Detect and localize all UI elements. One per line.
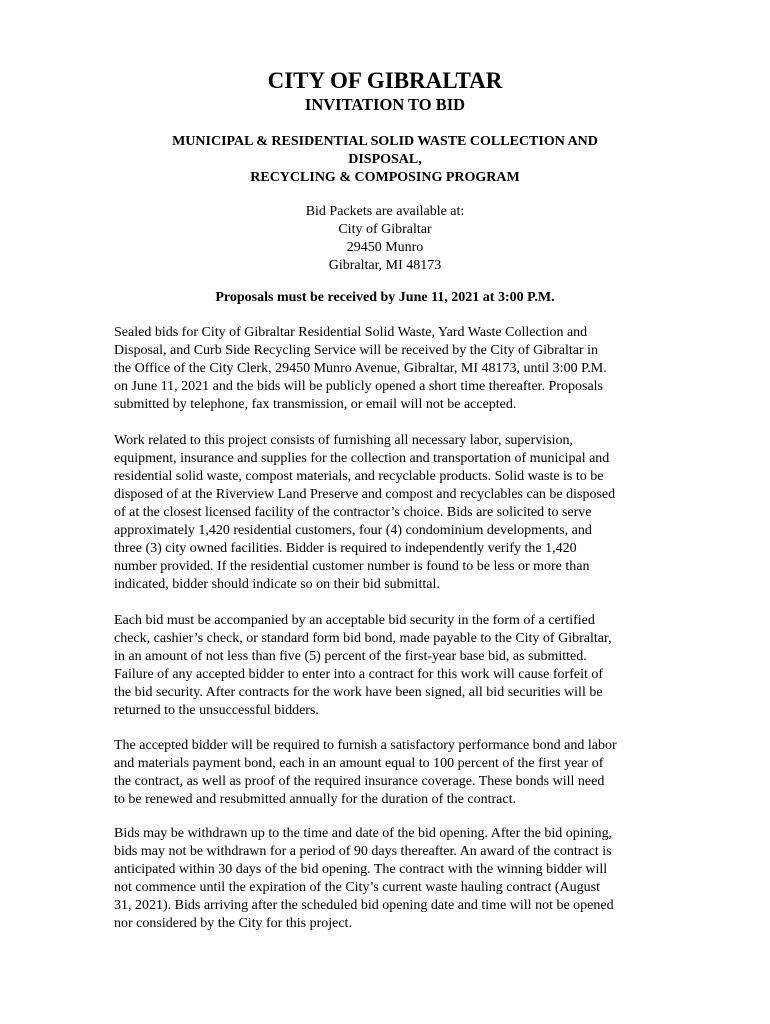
paragraph-line: the contract, as well as proof of the required insurance coverage. These bonds will need xyxy=(114,774,605,789)
paragraph-performance-bond xyxy=(114,737,674,809)
address-line: Bid Packets are available at: xyxy=(305,204,465,219)
paragraph-line: to be renewed and resubmitted annually for the duration of the contract. xyxy=(114,792,516,807)
paragraph-line: and materials payment bond, each in an amount equal to 100 percent of the first year of xyxy=(114,756,604,771)
paragraph-line: disposed of at the Riverview Land Preserve and compost and recyclables can be disposed xyxy=(114,487,616,502)
paragraph-line: Sealed bids for City of Gibraltar Residential Solid Waste, Yard Waste Collection and xyxy=(114,325,588,340)
paragraph-line: not commence until the expiration of the City’s current waste hauling contract (August xyxy=(114,880,600,895)
paragraph-line: three (3) city owned facilities. Bidder is required to independently verify the 1,420 xyxy=(114,541,577,556)
paragraph-line: the Office of the City Clerk, 29450 Munro Avenue, Gibraltar, MI 48173, until 3:00 P.M. xyxy=(114,361,607,376)
address-line: 29450 Munro xyxy=(346,240,424,255)
paragraph-line: approximately 1,420 residential customers, four (4) condominium developments, and xyxy=(114,523,592,538)
paragraph-line: indicated, bidder should indicate so on their bid submittal. xyxy=(114,577,440,592)
address-line: Gibraltar, MI 48173 xyxy=(328,258,442,273)
document-title: CITY OF GIBRALTAR xyxy=(267,68,503,93)
paragraph-line: returned to the unsuccessful bidders. xyxy=(114,703,319,718)
document-subtitle: INVITATION TO BID xyxy=(304,95,466,114)
paragraph-line: Failure of any accepted bidder to enter into a contract for this work will cause forfeit of xyxy=(114,667,604,682)
paragraph-line: on June 11, 2021 and the bids will be publicly opened a short time thereafter. Proposals xyxy=(114,379,603,394)
paragraph-work-scope xyxy=(114,432,674,594)
paragraph-line: Disposal, and Curb Side Recycling Service will be received by the City of Gibraltar in xyxy=(114,343,599,358)
paragraph-bid-security xyxy=(114,612,674,720)
paragraph-sealed-bids xyxy=(114,324,674,414)
paragraph-line: check, cashier’s check, or standard form bid bond, made payable to the City of Gibraltar, xyxy=(114,631,612,646)
paragraph-line: equipment, insurance and supplies for the collection and transportation of municipal and xyxy=(114,451,610,466)
paragraph-line: the bid security. After contracts for the work have been signed, all bid securities will be xyxy=(114,685,603,700)
address-line: City of Gibraltar xyxy=(338,222,432,237)
paragraph-line: submitted by telephone, fax transmission, or email will not be accepted. xyxy=(114,397,517,412)
project-title-line: RECYCLING & COMPOSING PROGRAM xyxy=(250,170,520,185)
paragraph-line: bids may not be withdrawn for a period of 90 days thereafter. An award of the contract is xyxy=(114,844,612,859)
paragraph-line: number provided. If the residential customer number is found to be less or more than xyxy=(114,559,590,574)
project-title xyxy=(0,133,770,187)
paragraph-withdrawal xyxy=(114,825,674,933)
paragraph-line: in an amount of not less than five (5) percent of the first-year base bid, as submitted. xyxy=(114,649,587,664)
paragraph-line: nor considered by the City for this project. xyxy=(114,916,352,931)
paragraph-line: The accepted bidder will be required to furnish a satisfactory performance bond and labor xyxy=(114,738,617,753)
paragraph-line: residential solid waste, compost materials, and recyclable products. Solid waste is to be xyxy=(114,469,604,484)
paragraph-line: Work related to this project consists of furnishing all necessary labor, supervision, xyxy=(114,433,574,448)
paragraph-line: anticipated within 30 days of the bid opening. The contract with the winning bidder will xyxy=(114,862,608,877)
paragraph-line: Bids may be withdrawn up to the time and date of the bid opening. After the bid opining, xyxy=(114,826,613,841)
bid-packets-address xyxy=(0,203,770,275)
paragraph-line: Each bid must be accompanied by an acceptable bid security in the form of a certified xyxy=(114,613,595,628)
paragraph-line: 31, 2021). Bids arriving after the scheduled bid opening date and time will not be opened xyxy=(114,898,614,913)
project-title-line: MUNICIPAL & RESIDENTIAL SOLID WASTE COLLECTION AND xyxy=(172,134,598,149)
project-title-line: DISPOSAL, xyxy=(348,152,422,167)
proposal-deadline: Proposals must be received by June 11, 2021 at 3:00 P.M. xyxy=(215,290,555,305)
paragraph-line: of at the closest licensed facility of the contractor’s choice. Bids are solicited to serve xyxy=(114,505,592,520)
